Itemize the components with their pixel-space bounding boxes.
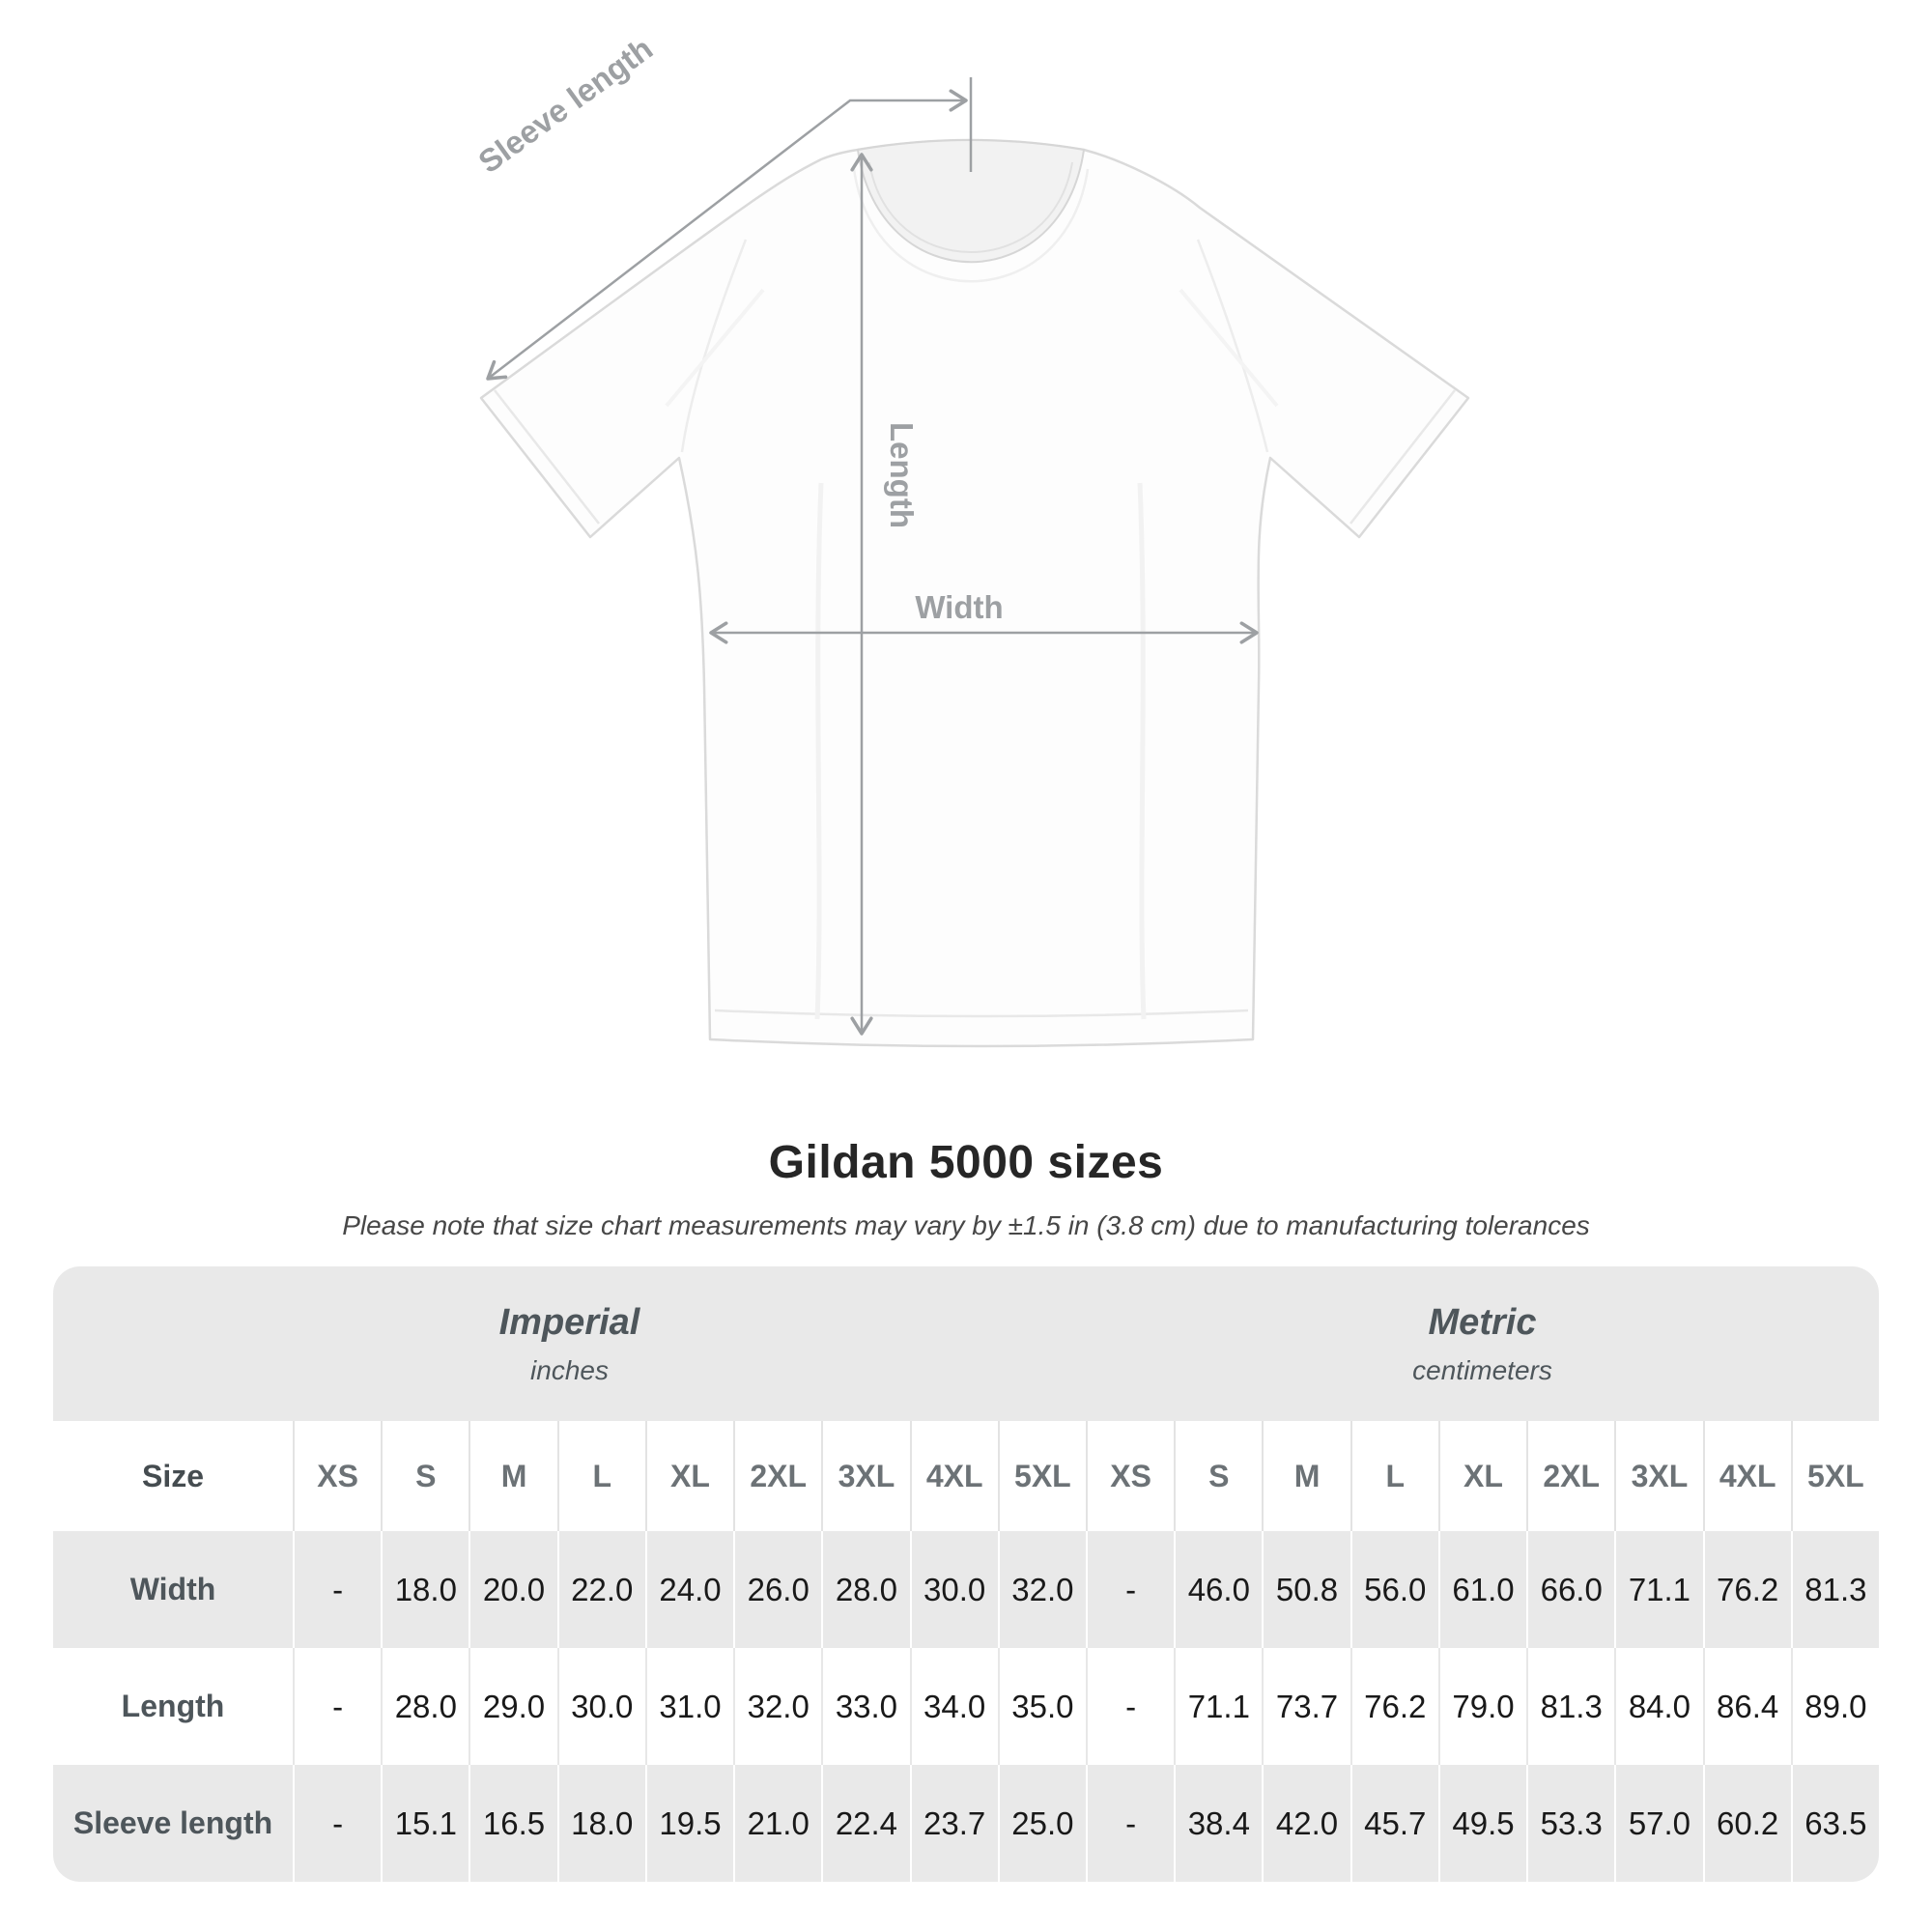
measurement-value: 28.0 [821, 1531, 909, 1648]
unit-header-band [53, 1266, 1879, 1421]
unit-name-metric: Metric [1428, 1301, 1537, 1343]
row-label-length: Length [121, 1689, 225, 1723]
measurement-value: 21.0 [733, 1765, 821, 1882]
measurement-value: 45.7 [1350, 1765, 1438, 1882]
measurement-value: 28.0 [381, 1648, 469, 1765]
measurement-value: 15.1 [381, 1765, 469, 1882]
row-label-width: Width [129, 1572, 216, 1606]
width-row [53, 1531, 1879, 1648]
page-title: Gildan 5000 sizes [768, 1137, 1164, 1188]
measurement-value: 22.0 [557, 1531, 645, 1648]
size-col-header: L [557, 1421, 645, 1531]
measurement-value: 76.2 [1703, 1531, 1791, 1648]
size-col-header: 2XL [733, 1421, 821, 1531]
size-col-header: 2XL [1526, 1421, 1614, 1531]
tshirt-fold [1140, 483, 1144, 1019]
measurement-value: 38.4 [1174, 1765, 1262, 1882]
measurement-value: 26.0 [733, 1531, 821, 1648]
measurement-value: 46.0 [1174, 1531, 1262, 1648]
unit-sub-metric: centimeters [1412, 1354, 1552, 1385]
row-label-sleeve-length: Sleeve length [72, 1805, 273, 1840]
measurement-value: 23.7 [910, 1765, 998, 1882]
measurement-value: 76.2 [1350, 1648, 1438, 1765]
tshirt-fold [817, 483, 821, 1019]
measurement-value: 89.0 [1791, 1648, 1879, 1765]
unit-section-metric [1086, 1266, 1879, 1421]
measurement-value: 22.4 [821, 1765, 909, 1882]
size-col-header: 3XL [1614, 1421, 1702, 1531]
measurement-value: 31.0 [645, 1648, 733, 1765]
size-table [53, 1266, 1879, 1882]
size-col-header: S [381, 1421, 469, 1531]
size-col-header: 5XL [998, 1421, 1086, 1531]
measurement-value: 81.3 [1791, 1531, 1879, 1648]
measurement-value: 66.0 [1526, 1531, 1614, 1648]
measurement-value: - [1086, 1648, 1174, 1765]
length-label: Length [884, 422, 920, 528]
size-col-header: L [1350, 1421, 1438, 1531]
measurement-value: 29.0 [469, 1648, 556, 1765]
size-header-row [53, 1421, 1879, 1531]
measurement-value: - [1086, 1765, 1174, 1882]
size-col-header: XL [1438, 1421, 1526, 1531]
size-header-label: Size [141, 1458, 205, 1493]
measurement-value: 32.0 [998, 1531, 1086, 1648]
size-col-header: 4XL [1703, 1421, 1791, 1531]
unit-section-imperial [53, 1266, 1086, 1421]
size-col-header: 3XL [821, 1421, 909, 1531]
unit-sub-imperial: inches [530, 1354, 609, 1385]
measurement-value: - [1086, 1531, 1174, 1648]
measurement-value: 53.3 [1526, 1765, 1614, 1882]
measurement-value: 25.0 [998, 1765, 1086, 1882]
measurement-value: 84.0 [1614, 1648, 1702, 1765]
unit-name-imperial: Imperial [498, 1301, 640, 1343]
measurement-value: 49.5 [1438, 1765, 1526, 1882]
size-col-header: M [1262, 1421, 1350, 1531]
tolerance-note: Please note that size chart measurements may vary by ±1.5 in (3.8 cm) due to manufacturing tolerances [342, 1210, 1590, 1240]
sleeve-length-label: Sleeve length [471, 30, 660, 181]
measurement-value: 79.0 [1438, 1648, 1526, 1765]
length-row [53, 1648, 1879, 1765]
measurement-value: 57.0 [1614, 1765, 1702, 1882]
size-col-header: XS [293, 1421, 381, 1531]
measurement-value: 33.0 [821, 1648, 909, 1765]
measurement-value: 71.1 [1614, 1531, 1702, 1648]
size-col-header: 4XL [910, 1421, 998, 1531]
size-col-header: M [469, 1421, 556, 1531]
measurement-value: 60.2 [1703, 1765, 1791, 1882]
measurement-value: 19.5 [645, 1765, 733, 1882]
measurement-value: 73.7 [1262, 1648, 1350, 1765]
measurement-value: 16.5 [469, 1765, 556, 1882]
size-col-header: S [1174, 1421, 1262, 1531]
size-col-header: XS [1086, 1421, 1174, 1531]
measurement-value: 32.0 [733, 1648, 821, 1765]
sleeve-length-row [53, 1765, 1879, 1882]
measurement-value: - [293, 1648, 381, 1765]
measurement-value: 30.0 [557, 1648, 645, 1765]
width-label: Width [915, 589, 1004, 625]
measurement-value: - [293, 1531, 381, 1648]
measurement-value: 61.0 [1438, 1531, 1526, 1648]
size-col-header: XL [645, 1421, 733, 1531]
measurement-value: 56.0 [1350, 1531, 1438, 1648]
measurement-value: 71.1 [1174, 1648, 1262, 1765]
measurement-value: 86.4 [1703, 1648, 1791, 1765]
measurement-value: 24.0 [645, 1531, 733, 1648]
measurement-value: 18.0 [381, 1531, 469, 1648]
measurement-value: - [293, 1765, 381, 1882]
measurement-value: 35.0 [998, 1648, 1086, 1765]
measurement-value: 50.8 [1262, 1531, 1350, 1648]
measurement-value: 18.0 [557, 1765, 645, 1882]
size-col-header: 5XL [1791, 1421, 1879, 1531]
measurement-value: 81.3 [1526, 1648, 1614, 1765]
measurement-value: 34.0 [910, 1648, 998, 1765]
measurement-value: 20.0 [469, 1531, 556, 1648]
measurement-value: 63.5 [1791, 1765, 1879, 1882]
measurement-value: 42.0 [1262, 1765, 1350, 1882]
measurement-value: 30.0 [910, 1531, 998, 1648]
